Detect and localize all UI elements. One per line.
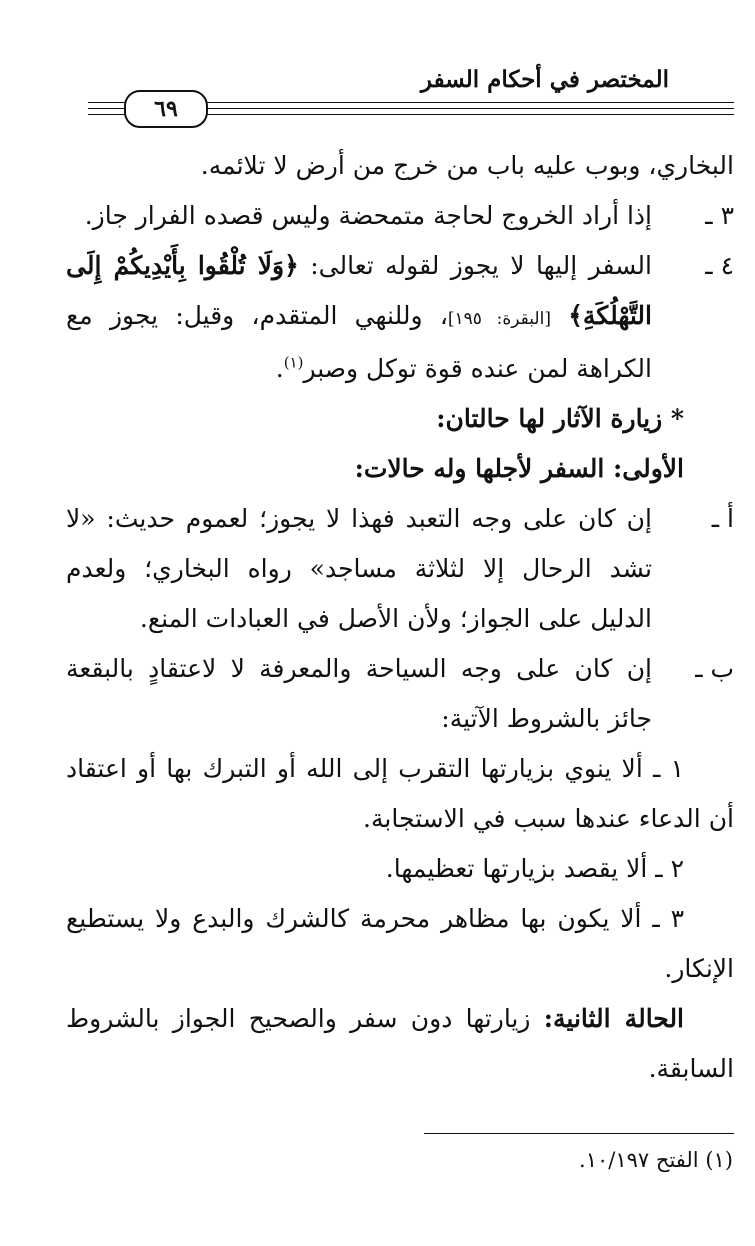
list-item-a	[66, 494, 734, 644]
header-rule-right-bottom	[206, 114, 734, 115]
list-item-3	[66, 191, 734, 241]
verse-reference: [البقرة: ١٩٥]	[447, 309, 551, 329]
item-text-end: .	[275, 354, 284, 383]
header-rule-right-mid	[206, 108, 734, 109]
item-marker: ٣ ـ	[705, 201, 734, 230]
subsection-heading: الأولى: السفر لأجلها وله حالات:	[354, 454, 684, 483]
condition-3: ٣ ـ ألا يكون بها مظاهر محرمة كالشرك والبدع ولا يستطيع الإنكار.	[66, 904, 734, 983]
header-rule-right-top	[206, 102, 734, 103]
second-state-text: زيارتها دون سفر والصحيح الجواز بالشروط السابقة.	[66, 1004, 734, 1083]
second-state-paragraph	[66, 994, 734, 1094]
list-item-b	[66, 644, 734, 744]
condition-2: ٢ ـ ألا يقصد بزيارتها تعظيمها.	[385, 854, 684, 883]
item-text: إذا أراد الخروج لحاجة متمحضة وليس قصده الفرار جاز.	[84, 201, 652, 230]
footnote-marker: (١)	[283, 353, 304, 372]
item-text-post: ، وللنهي المتقدم، وقيل: يجوز مع الكراهة لمن عنده قوة توكل وصبر	[66, 301, 652, 383]
footnote-divider	[424, 1133, 734, 1134]
item-marker: ب ـ	[695, 654, 734, 683]
page-number: ٦٩	[124, 90, 208, 128]
second-state-label: الحالة الثانية:	[543, 1004, 685, 1033]
footnote: (١) الفتح ١٠/١٩٧.	[579, 1148, 733, 1172]
list-item-4	[66, 241, 734, 394]
quran-verse: ﴿وَلَا تُلْقُوا بِأَيْدِيكُمْ إِلَى التَّهْلُكَةِ﴾	[66, 251, 652, 330]
item-marker: ٤ ـ	[705, 251, 734, 280]
item-text: إن كان على وجه التعبد فهذا لا يجوز؛ لعموم حديث: «لا تشد الرحال إلا لثلاثة مساجد» رواه البخاري؛ ولعدم الدليل على الجواز؛ ولأن الأصل في العبادات المنع.	[66, 504, 652, 633]
item-text-pre: السفر إليها لا يجوز لقوله تعالى:	[310, 251, 652, 280]
item-text: إن كان على وجه السياحة والمعرفة لا لاعتقادٍ بالبقعة جائز بالشروط الآتية:	[66, 654, 652, 733]
paragraph-continuation: البخاري، وبوب عليه باب من خرج من أرض لا تلائمه.	[200, 151, 734, 180]
section-heading: * زيارة الآثار لها حالتان:	[436, 404, 684, 433]
running-title: المختصر في أحكام السفر	[420, 66, 669, 93]
page-body	[66, 141, 734, 1094]
condition-1: ١ ـ ألا ينوي بزيارتها التقرب إلى الله أو التبرك بها أو اعتقاد أن الدعاء عندها سبب في الاستجابة.	[66, 754, 734, 833]
item-marker: أ ـ	[711, 504, 734, 533]
